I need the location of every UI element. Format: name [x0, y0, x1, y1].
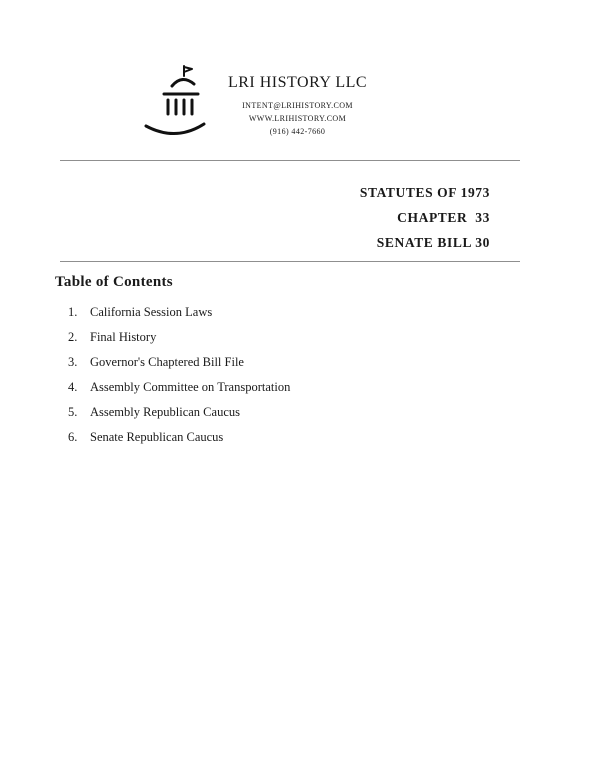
toc-item-number: 6.: [68, 430, 78, 444]
chapter-line: CHAPTER 33: [397, 210, 490, 225]
toc-list: [68, 305, 290, 455]
senate-bill-line: SENATE BILL 30: [376, 235, 490, 250]
toc-item-label: California Session Laws: [90, 305, 213, 319]
toc-item: [68, 330, 290, 355]
toc-title: Table of Contents: [55, 274, 173, 290]
toc-item-number: 3.: [68, 355, 78, 369]
toc-item-label: Senate Republican Caucus: [90, 430, 224, 444]
capitol-dome-logo-icon: [138, 60, 218, 148]
toc-item-label: Governor's Chaptered Bill File: [90, 355, 244, 369]
company-name: LRI HISTORY LLC: [227, 74, 368, 91]
toc-item-number: 2.: [68, 330, 78, 344]
toc-item-number: 5.: [68, 405, 78, 419]
toc-item-number: 4.: [68, 380, 78, 394]
website-line: WWW.LRIHISTORY.COM: [248, 114, 347, 123]
toc-item-label: Final History: [90, 330, 157, 344]
toc-item-label: Assembly Republican Caucus: [90, 405, 240, 419]
statute-reference-block: [360, 180, 490, 255]
toc-item: [68, 380, 290, 405]
toc-item: [68, 430, 290, 455]
toc-item: [68, 405, 290, 430]
divider-top: [60, 160, 520, 161]
phone-line: (916) 442-7660: [269, 127, 326, 136]
toc-item-number: 1.: [68, 305, 78, 319]
email-line: INTENT@LRIHISTORY.COM: [242, 101, 353, 110]
statutes-line: STATUTES OF 1973: [359, 185, 490, 200]
letterhead: [210, 74, 385, 138]
toc-item: [68, 355, 290, 380]
toc-item-label: Assembly Committee on Transportation: [90, 380, 291, 394]
divider-bottom: [60, 261, 520, 262]
toc-item: [68, 305, 290, 330]
